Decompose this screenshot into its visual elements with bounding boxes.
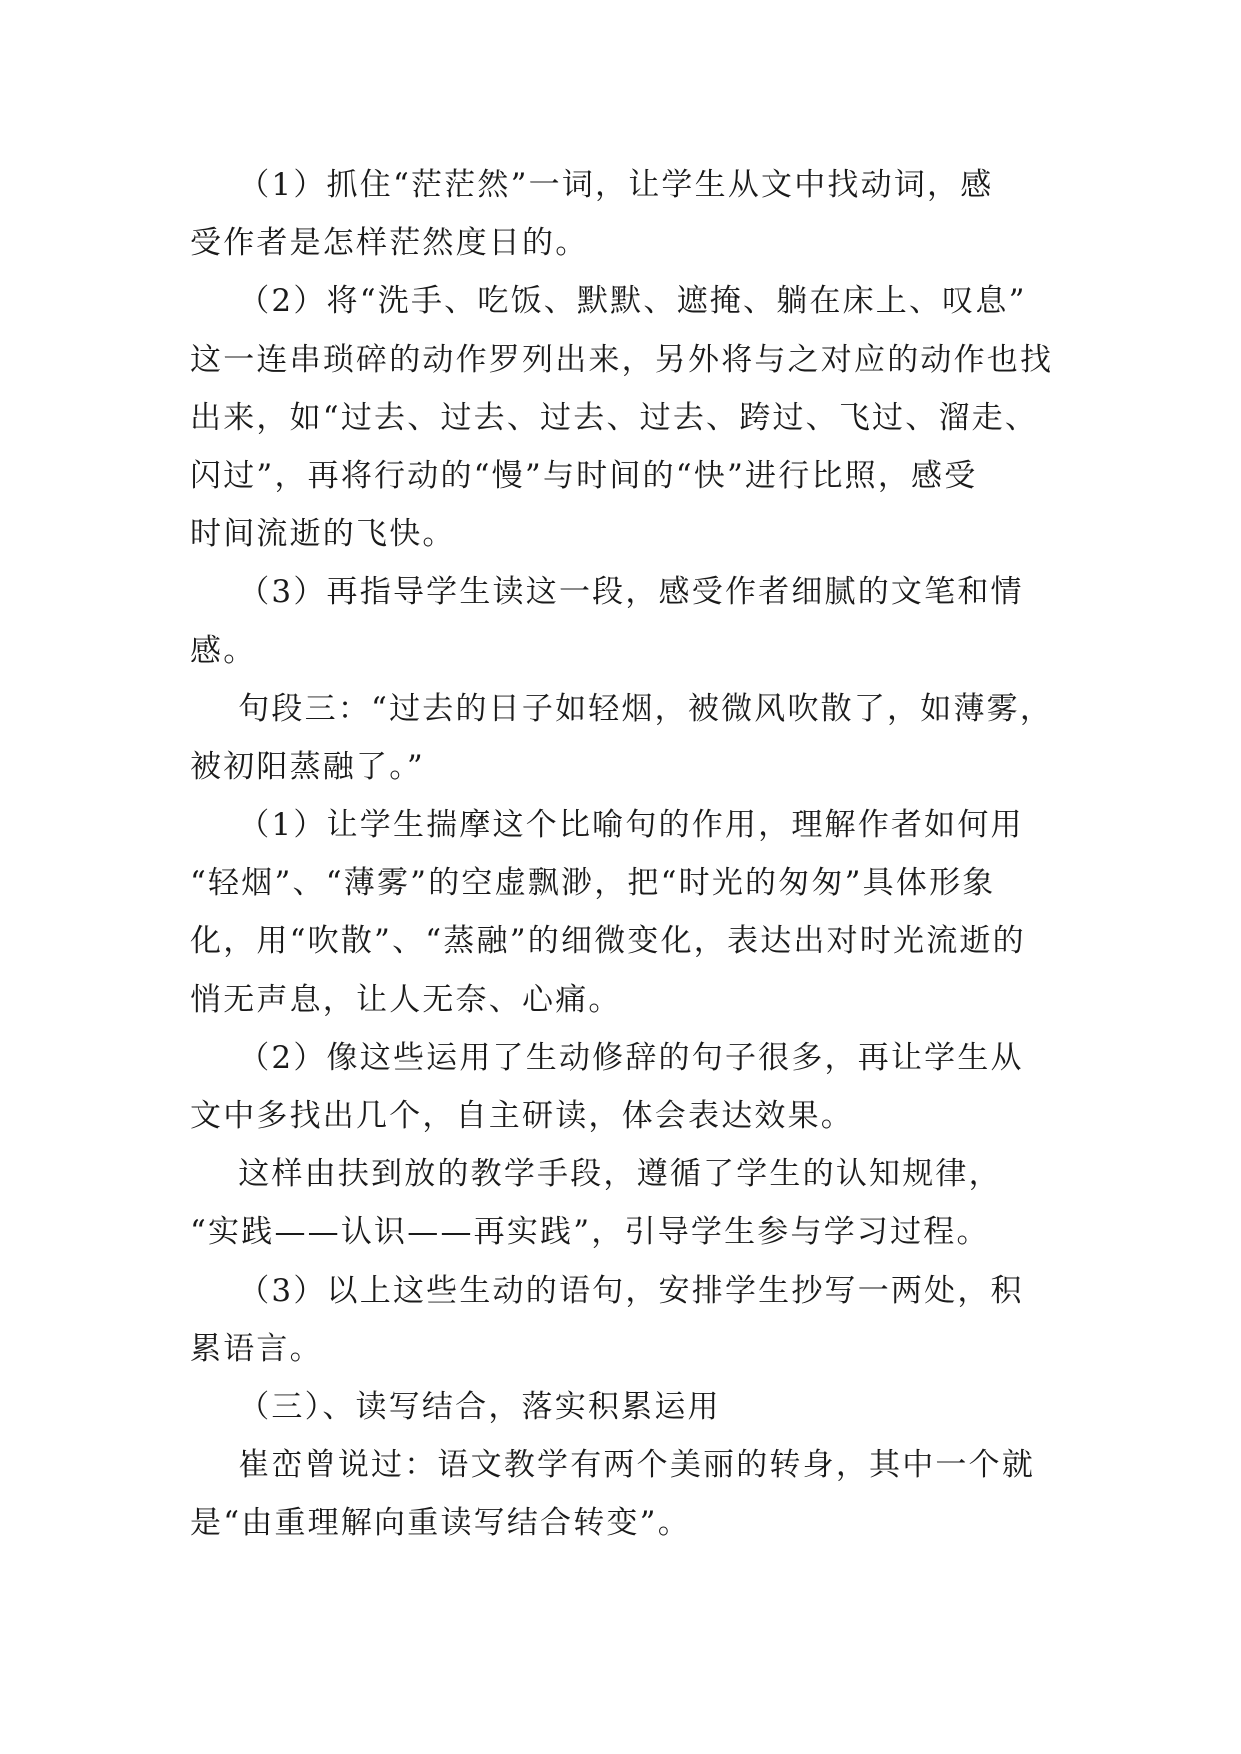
text-line: 句段三：“过去的日子如轻烟，被微风吹散了，如薄雾， xyxy=(190,690,1054,727)
text-line: 崔峦曾说过：语文教学有两个美丽的转身，其中一个就 xyxy=(190,1447,1036,1484)
text-line: 悄无声息，让人无奈、心痛。 xyxy=(190,981,622,1018)
text-line: 闪过”，再将行动的“慢”与时间的“快”进行比照，感受 xyxy=(190,457,978,494)
text-line: （2）像这些运用了生动修辞的句子很多，再让学生从 xyxy=(190,1039,1024,1076)
text-line: 被初阳蒸融了。” xyxy=(190,748,425,785)
text-line: 这样由扶到放的教学手段，遵循了学生的认知规律， xyxy=(190,1156,1002,1193)
body-text xyxy=(190,156,1070,1553)
text-line: （2）将“洗手、吃饭、默默、遮掩、躺在床上、叹息” xyxy=(190,283,1027,320)
text-line: “轻烟”、“薄雾”的空虚飘渺，把“时光的匆匆”具体形象 xyxy=(190,865,996,902)
text-line: 累语言。 xyxy=(190,1330,323,1367)
text-line: 受作者是怎样茫然度日的。 xyxy=(190,225,589,262)
text-line: 化，用“吹散”、“蒸融”的细微变化，表达出对时光流逝的 xyxy=(190,923,1026,960)
text-line: （1）抓住“茫茫然”一词，让学生从文中找动词，感 xyxy=(190,167,994,203)
text-line: （三）、读写结合，落实积累运用 xyxy=(190,1388,721,1425)
text-line: “实践——认识——再实践”，引导学生参与学习过程。 xyxy=(190,1214,990,1251)
text-line: 出来，如“过去、过去、过去、过去、跨过、飞过、溜走、 xyxy=(190,399,1039,436)
text-line: （3）再指导学生读这一段，感受作者细腻的文笔和情 xyxy=(190,574,1024,611)
text-line: （3）以上这些生动的语句，安排学生抄写一两处，积 xyxy=(190,1272,1024,1309)
text-line: 是“由重理解向重读写结合转变”。 xyxy=(190,1505,691,1542)
text-line: 文中多找出几个，自主研读，体会表达效果。 xyxy=(190,1098,854,1134)
text-line: 这一连串琐碎的动作罗列出来，另外将与之对应的动作也找 xyxy=(190,341,1054,378)
text-line: （1）让学生揣摩这个比喻句的作用，理解作者如何用 xyxy=(190,807,1024,844)
text-line: 时间流逝的飞快。 xyxy=(190,516,456,553)
text-line: 感。 xyxy=(190,632,257,669)
